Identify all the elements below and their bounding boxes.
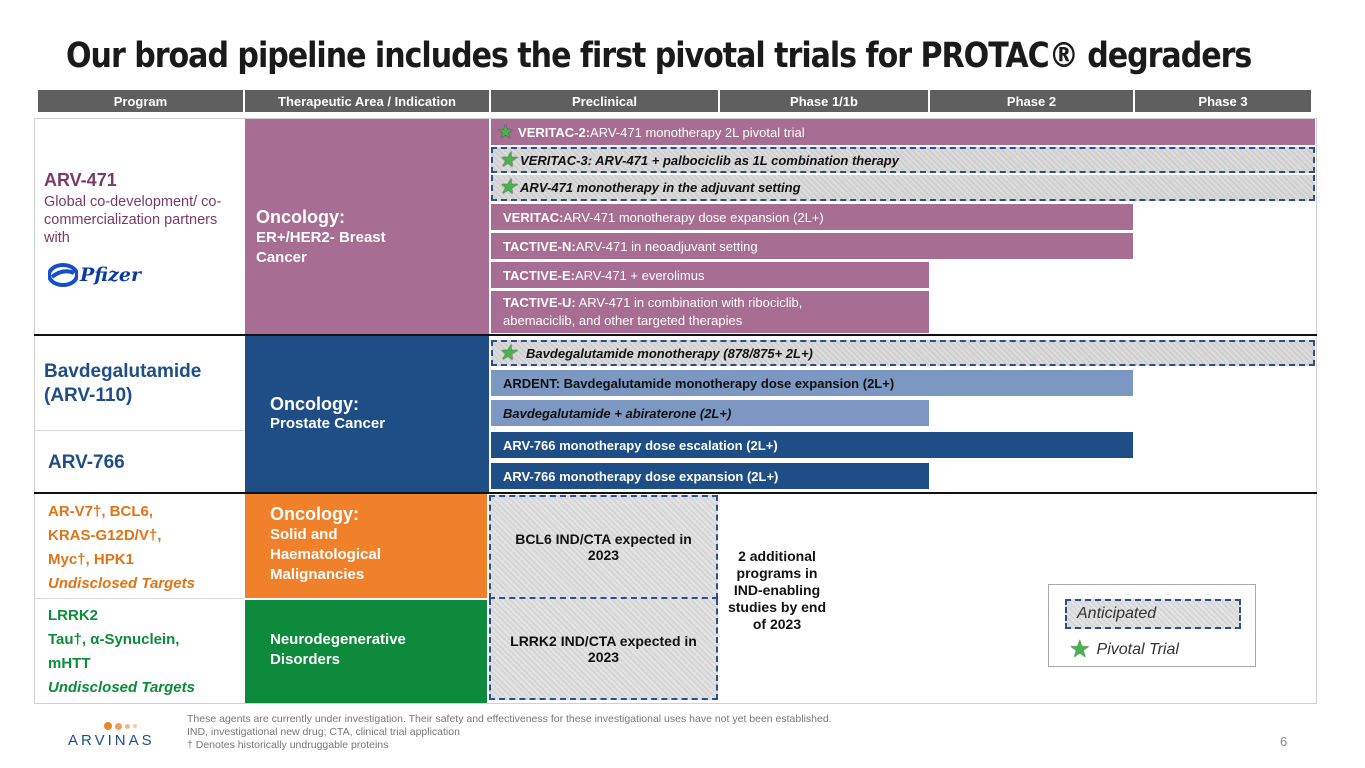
pivotal-star-icon: ★ [499, 176, 517, 198]
area-breast-sub: ER+/HER2- Breast Cancer [256, 229, 386, 266]
bar-label: ARV-766 monotherapy dose expansion (2L+) [503, 468, 779, 484]
box-lrrk2: LRRK2 IND/CTA expected in 2023 [489, 599, 718, 700]
program-arv471-desc: Global co-development/ co-commercialization partners with [44, 194, 222, 246]
footnote: † Denotes historically undruggable proteins [187, 739, 389, 751]
divider [34, 598, 244, 599]
bar-ardent [491, 370, 1133, 396]
program-neuro-targets [48, 604, 195, 700]
program-arv766: ARV-766 [48, 452, 125, 473]
brand-name: ARVINAS [68, 732, 155, 749]
area-breast-head: Oncology: [256, 207, 345, 227]
pivotal-star-icon: ★ [499, 342, 517, 364]
bar-bold-label: TACTIVE-E: [503, 267, 575, 283]
bar-bold-label: TACTIVE-N: [503, 238, 576, 254]
page-title: Our broad pipeline includes the first pivotal trials for PROTAC® degraders [66, 36, 1252, 76]
bar-label: ARV-471 + everolimus [574, 267, 705, 283]
area-prostate-sub: Prostate Cancer [270, 415, 386, 432]
legend-pivotal-label: Pivotal Trial [1096, 640, 1179, 658]
target-line: Undisclosed Targets [48, 679, 195, 696]
bar-bavd-abiraterone [491, 400, 929, 426]
footnote: These agents are currently under investigation. Their safety and effectiveness for these investigational uses have not yet been established. [187, 713, 832, 725]
legend-pivotal [1069, 635, 1179, 664]
logo-dots-icon [104, 722, 155, 730]
additional-programs-text: 2 additional programs in IND-enabling studies by end of 2023 [727, 548, 827, 632]
bar-label: VERITAC-3: ARV-471 + palbociclib as 1L combination therapy [520, 152, 899, 168]
box-bcl6: BCL6 IND/CTA expected in 2023 [489, 495, 718, 599]
area-prostate-cancer [245, 336, 489, 492]
bar-tactive-u [491, 291, 929, 333]
bar-arv766-escalation [491, 432, 1133, 458]
bar-arv766-expansion [491, 463, 929, 489]
divider [34, 430, 244, 431]
area-solid-malignancies [245, 494, 487, 598]
bar-label: ARV-471 monotherapy dose expansion (2L+) [563, 209, 824, 225]
area-prostate-head: Oncology: [270, 394, 359, 414]
pfizer-wordmark: Pfizer [80, 264, 141, 286]
bar-label: ARDENT: Bavdegalutamide monotherapy dose expansion (2L+) [503, 375, 895, 391]
bar-bavd-monotherapy [491, 340, 1315, 366]
bar-veritac-2 [491, 119, 1315, 145]
pivotal-star-icon: ★ [497, 121, 515, 143]
target-line: Tau†, α-Synuclein, [48, 631, 180, 648]
bar-bold-label: TACTIVE-U: [503, 295, 576, 310]
program-arv471: ARV-471 [44, 170, 117, 190]
bar-label: Bavdegalutamide + abiraterone (2L+) [503, 405, 732, 421]
legend [1048, 584, 1256, 667]
program-undisclosed-oncology [48, 500, 195, 596]
bar-line [503, 294, 929, 312]
bar-label-2: abemaciclib, and other targeted therapies [503, 313, 743, 328]
bar-veritac-3 [491, 147, 1315, 173]
area-breast-cancer [245, 119, 489, 334]
target-line: Myc†, HPK1 [48, 551, 134, 568]
pfizer-pill-icon [48, 262, 78, 288]
bar-bold-label: VERITAC: [503, 209, 564, 225]
bar-label: ARV-471 in neoadjuvant setting [575, 238, 758, 254]
area-neurodegenerative [245, 600, 487, 703]
legend-anticipated: Anticipated [1065, 599, 1241, 629]
bar-adjuvant [491, 175, 1315, 201]
bar-label: ARV-471 monotherapy in the adjuvant setting [520, 179, 801, 195]
area-solid-sub: Solid and Haematological Malignancies [270, 526, 381, 583]
footnote: IND, investigational new drug; CTA, clinical trial application [187, 726, 460, 738]
bar-bold-label: VERITAC-2: [518, 124, 591, 140]
bar-label: ARV-471 monotherapy 2L pivotal trial [590, 124, 805, 140]
target-line: LRRK2 [48, 607, 99, 624]
bar-label: ARV-766 monotherapy dose escalation (2L+) [503, 437, 778, 453]
footnotes [187, 713, 832, 752]
header-phase2: Phase 2 [930, 90, 1133, 112]
bar-veritac [491, 204, 1133, 230]
pivotal-star-icon: ★ [499, 149, 517, 171]
divider [34, 492, 1317, 494]
bar-tactive-n [491, 233, 1133, 259]
area-solid-head: Oncology: [270, 504, 359, 524]
arvinas-logo [68, 722, 155, 749]
page-number: 6 [1280, 734, 1288, 749]
target-line: Undisclosed Targets [48, 575, 195, 592]
pfizer-logo [48, 262, 141, 288]
bar-tactive-e [491, 262, 929, 288]
target-line: KRAS-G12D/V†, [48, 527, 162, 544]
target-line: AR-V7†, BCL6, [48, 503, 154, 520]
divider [34, 334, 1317, 336]
target-line: mHTT [48, 655, 91, 672]
header-area: Therapeutic Area / Indication [245, 90, 489, 112]
bar-label: ARV-471 in combination with ribociclib, [575, 295, 803, 310]
header-phase3: Phase 3 [1135, 90, 1311, 112]
header-phase1: Phase 1/1b [720, 90, 928, 112]
header-preclinical: Preclinical [491, 90, 718, 112]
pivotal-star-icon: ★ [1069, 636, 1091, 663]
area-neuro-sub: Neurodegenerative Disorders [270, 631, 406, 668]
bar-label: Bavdegalutamide monotherapy (878/875+ 2L+) [526, 345, 813, 361]
program-bavdegalutamide: Bavdegalutamide (ARV-110) [44, 361, 202, 406]
header-program: Program [38, 90, 243, 112]
